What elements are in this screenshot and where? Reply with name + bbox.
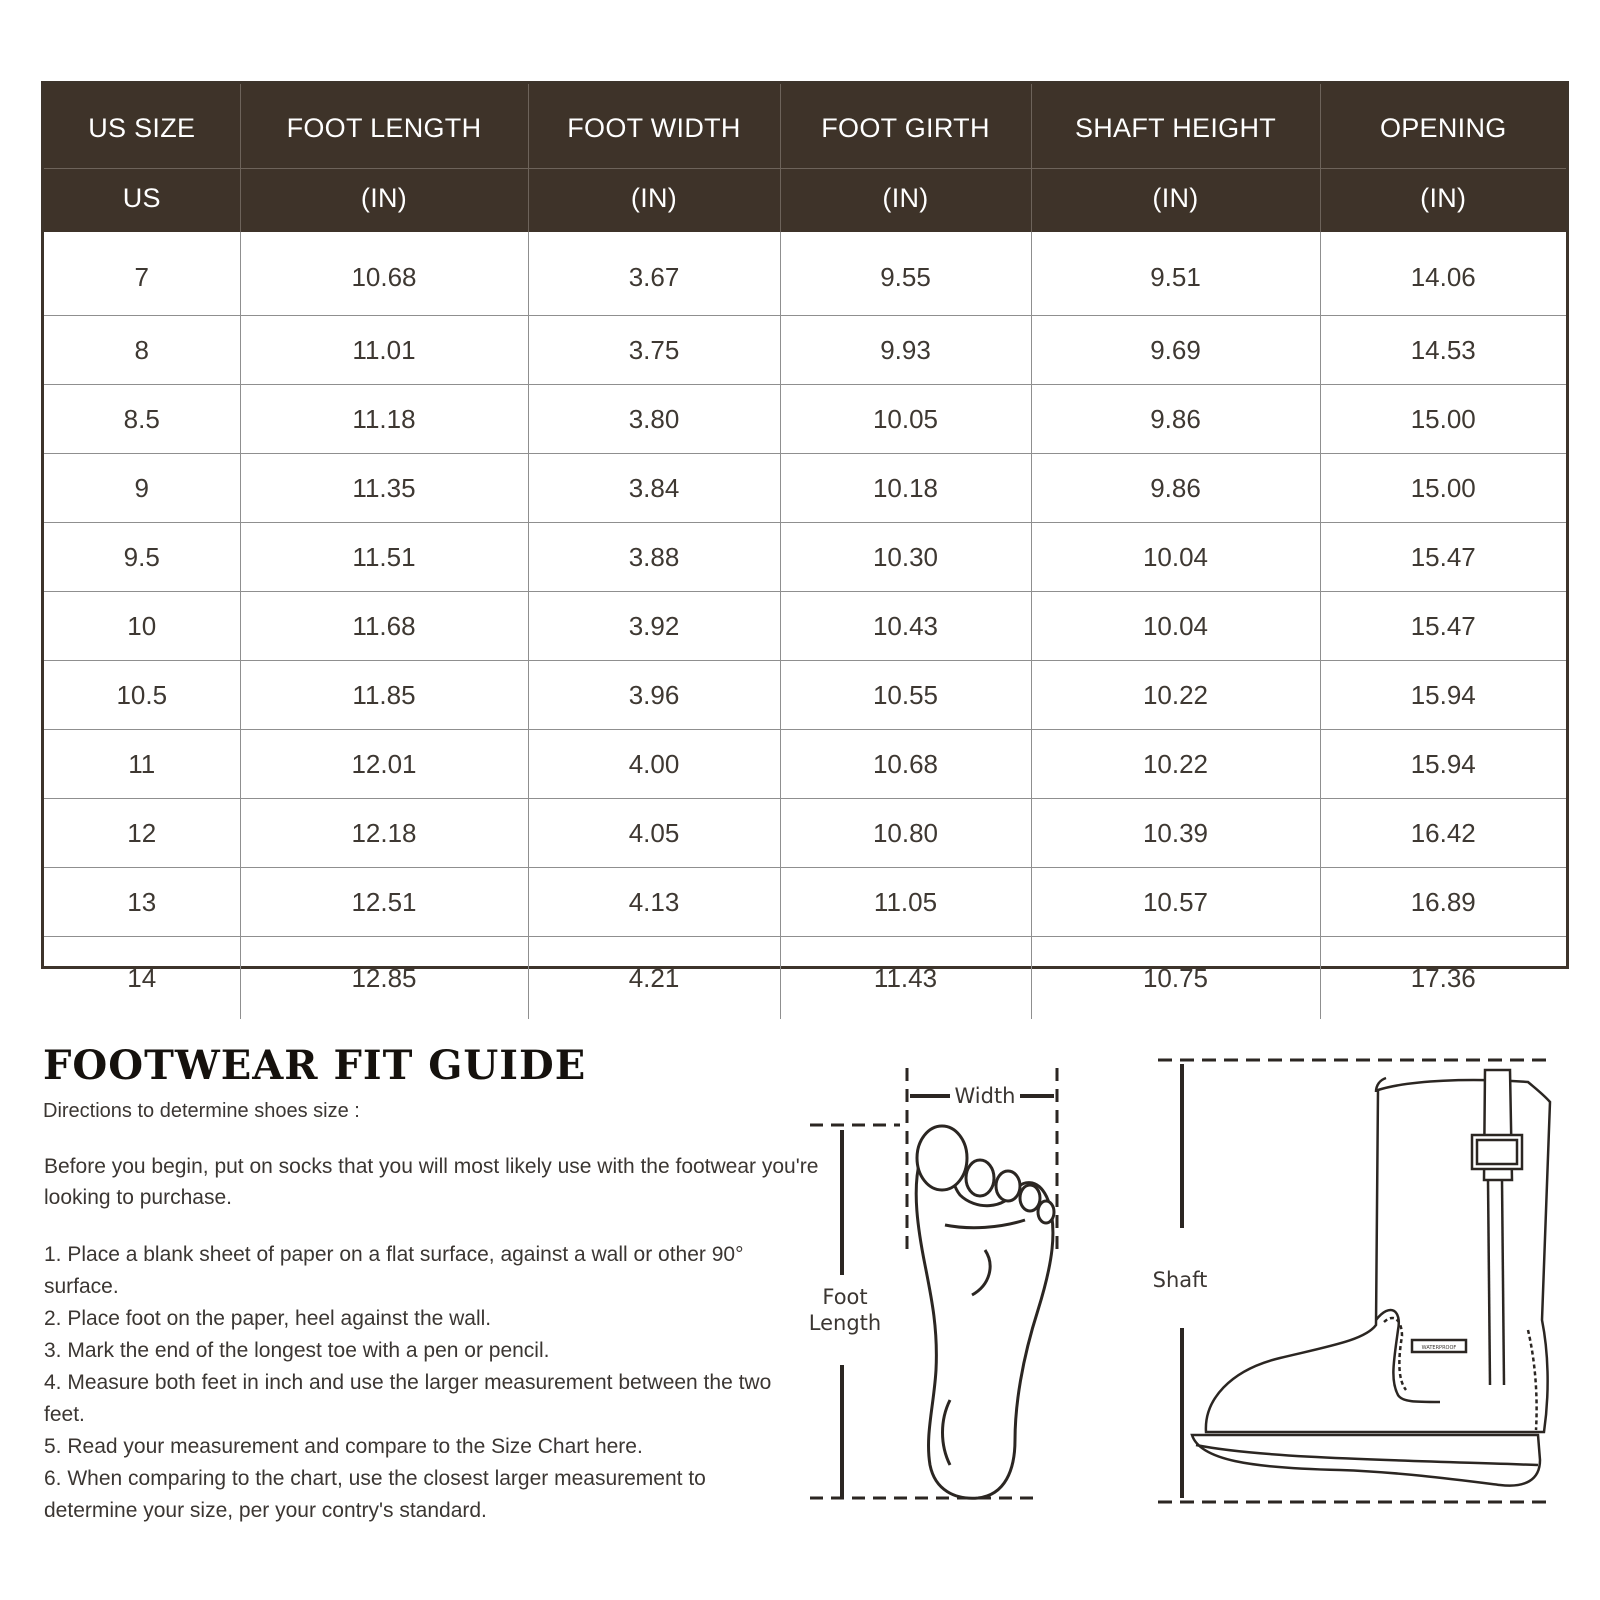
measurement-cell: 9.86 [1031, 385, 1320, 454]
measurement-cell: 4.00 [528, 730, 780, 799]
column-unit: (IN) [780, 169, 1031, 233]
guide-step: 3. Mark the end of the longest toe with a pen or pencil. [44, 1339, 550, 1362]
width-label: Width [954, 1084, 1016, 1108]
table-row [44, 232, 1566, 316]
measurement-cell: 4.05 [528, 799, 780, 868]
measurement-cell: 10.55 [780, 661, 1031, 730]
column-header: US SIZE [44, 84, 240, 169]
measurement-cell: 10.68 [240, 232, 528, 316]
measurement-cell: 10.80 [780, 799, 1031, 868]
column-header: FOOT GIRTH [780, 84, 1031, 169]
measurement-cell: 11.18 [240, 385, 528, 454]
us-size-cell: 11 [44, 730, 240, 799]
measurement-cell: 16.89 [1320, 868, 1566, 937]
measurement-cell: 11.05 [780, 868, 1031, 937]
measurement-cell: 17.36 [1320, 937, 1566, 1020]
table-row [44, 385, 1566, 454]
header-row-units [44, 169, 1566, 233]
measurement-cell: 3.96 [528, 661, 780, 730]
us-size-cell: 8 [44, 316, 240, 385]
column-header: OPENING [1320, 84, 1566, 169]
column-unit: (IN) [528, 169, 780, 233]
measurement-cell: 15.47 [1320, 523, 1566, 592]
foot-outline-icon [916, 1126, 1054, 1498]
measurement-cell: 9.51 [1031, 232, 1320, 316]
size-table [44, 84, 1566, 1019]
us-size-cell: 10 [44, 592, 240, 661]
us-size-cell: 10.5 [44, 661, 240, 730]
measurement-cell: 10.22 [1031, 661, 1320, 730]
column-unit: (IN) [1320, 169, 1566, 233]
measurement-cell: 11.85 [240, 661, 528, 730]
boot-shaft-diagram [1140, 1040, 1560, 1520]
table-row [44, 937, 1566, 1020]
size-chart [41, 81, 1569, 993]
measurement-cell: 3.92 [528, 592, 780, 661]
guide-step: 5. Read your measurement and compare to the Size Chart here. [44, 1435, 643, 1458]
header-row-top [44, 84, 1566, 169]
measurement-cell: 9.86 [1031, 454, 1320, 523]
guide-intro: Before you begin, put on socks that you will most likely use with the footwear you're looking to purchase. [44, 1155, 819, 1209]
measurement-cell: 15.00 [1320, 454, 1566, 523]
guide-step: 6. When comparing to the chart, use the closest larger measurement to determine your size, per your contry's standard. [44, 1467, 706, 1522]
measurement-cell: 15.47 [1320, 592, 1566, 661]
measurement-cell: 10.57 [1031, 868, 1320, 937]
us-size-cell: 14 [44, 937, 240, 1020]
us-size-cell: 8.5 [44, 385, 240, 454]
guide-step: 1. Place a blank sheet of paper on a flat surface, against a wall or other 90° surface. [44, 1243, 744, 1298]
guide-title: FOOTWEAR FIT GUIDE [43, 1042, 587, 1089]
measurement-cell: 11.68 [240, 592, 528, 661]
foot-length-label-line1: Foot [822, 1285, 868, 1309]
measurement-cell: 9.69 [1031, 316, 1320, 385]
measurement-cell: 15.00 [1320, 385, 1566, 454]
measurement-cell: 10.39 [1031, 799, 1320, 868]
measurement-cell: 3.88 [528, 523, 780, 592]
measurement-cell: 9.55 [780, 232, 1031, 316]
table-row [44, 730, 1566, 799]
measurement-cell: 10.04 [1031, 592, 1320, 661]
measurement-cell: 4.21 [528, 937, 780, 1020]
measurement-cell: 15.94 [1320, 730, 1566, 799]
measurement-cell: 9.93 [780, 316, 1031, 385]
measurement-cell: 14.06 [1320, 232, 1566, 316]
us-size-cell: 13 [44, 868, 240, 937]
measurement-cell: 10.30 [780, 523, 1031, 592]
measurement-cell: 11.01 [240, 316, 528, 385]
boot-icon [1192, 1070, 1550, 1486]
column-header: FOOT LENGTH [240, 84, 528, 169]
table-row [44, 868, 1566, 937]
measurement-cell: 10.05 [780, 385, 1031, 454]
measurement-cell: 3.84 [528, 454, 780, 523]
measurement-cell: 12.18 [240, 799, 528, 868]
measurement-cell: 12.01 [240, 730, 528, 799]
waterproof-badge-text: WATERPROOF [1421, 1345, 1457, 1351]
measurement-cell: 16.42 [1320, 799, 1566, 868]
foot-measurement-diagram [800, 1060, 1070, 1520]
measurement-cell: 15.94 [1320, 661, 1566, 730]
guide-subtitle: Directions to determine shoes size : [43, 1100, 360, 1122]
measurement-cell: 10.22 [1031, 730, 1320, 799]
measurement-cell: 10.04 [1031, 523, 1320, 592]
measurement-cell: 10.43 [780, 592, 1031, 661]
column-unit: (IN) [240, 169, 528, 233]
measurement-cell: 14.53 [1320, 316, 1566, 385]
table-row [44, 592, 1566, 661]
measurement-cell: 10.75 [1031, 937, 1320, 1020]
guide-step: 4. Measure both feet in inch and use the larger measurement between the two feet. [44, 1371, 772, 1426]
foot-length-label-line2: Length [808, 1311, 882, 1335]
us-size-cell: 9.5 [44, 523, 240, 592]
size-table-body [44, 232, 1566, 1019]
measurement-cell: 12.51 [240, 868, 528, 937]
measurement-cell: 11.35 [240, 454, 528, 523]
us-size-cell: 9 [44, 454, 240, 523]
measurement-cell: 12.85 [240, 937, 528, 1020]
measurement-cell: 11.43 [780, 937, 1031, 1020]
column-header: FOOT WIDTH [528, 84, 780, 169]
measurement-cell: 4.13 [528, 868, 780, 937]
measurement-cell: 3.80 [528, 385, 780, 454]
measurement-cell: 3.75 [528, 316, 780, 385]
measurement-cell: 10.18 [780, 454, 1031, 523]
measurement-cell: 11.51 [240, 523, 528, 592]
shaft-label: Shaft [1152, 1268, 1208, 1292]
column-unit: (IN) [1031, 169, 1320, 233]
table-row [44, 523, 1566, 592]
us-size-cell: 12 [44, 799, 240, 868]
table-row [44, 316, 1566, 385]
table-row [44, 661, 1566, 730]
table-row [44, 799, 1566, 868]
measurement-cell: 3.67 [528, 232, 780, 316]
guide-steps [44, 1239, 804, 1527]
measurement-cell: 10.68 [780, 730, 1031, 799]
column-header: SHAFT HEIGHT [1031, 84, 1320, 169]
column-unit: US [44, 169, 240, 233]
guide-step: 2. Place foot on the paper, heel against the wall. [44, 1307, 492, 1330]
us-size-cell: 7 [134, 261, 149, 292]
table-row [44, 454, 1566, 523]
